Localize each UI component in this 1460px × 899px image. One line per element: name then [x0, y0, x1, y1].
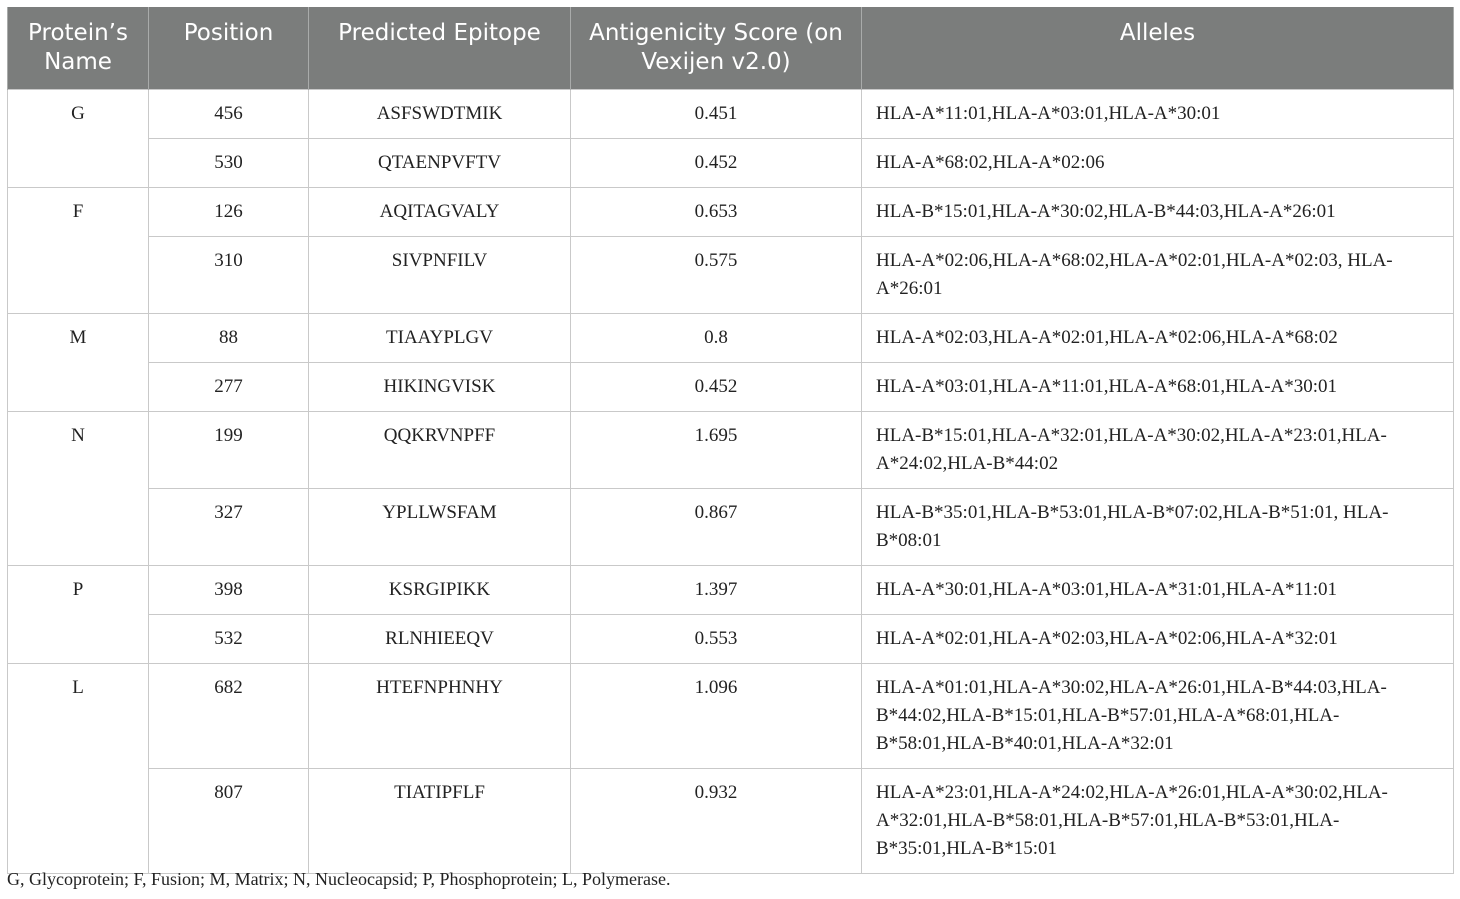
header-antigenicity-score: Antigenicity Score (on Vexijen v2.0) [571, 7, 862, 89]
epitope-cell: TIATIPFLF [309, 768, 571, 873]
table-row [8, 138, 1454, 187]
alleles-cell: HLA-A*23:01,HLA-A*24:02,HLA-A*26:01,HLA-A*30:02,HLA-A*32:01,HLA-B*58:01,HLA-B*57:01,HLA-B*53:01,HLA-B*35:01,HLA-B*15:01 [862, 768, 1454, 873]
protein-name-cell: F [8, 187, 149, 313]
score-cell: 0.452 [571, 362, 862, 411]
score-cell: 1.397 [571, 565, 862, 614]
epitope-cell: ASFSWDTMIK [309, 89, 571, 138]
epitope-cell: KSRGIPIKK [309, 565, 571, 614]
alleles-cell: HLA-B*15:01,HLA-A*32:01,HLA-A*30:02,HLA-A*23:01,HLA-A*24:02,HLA-B*44:02 [862, 411, 1454, 488]
epitope-cell: TIAAYPLGV [309, 313, 571, 362]
position-cell: 532 [149, 614, 309, 663]
epitope-cell: RLNHIEEQV [309, 614, 571, 663]
epitope-cell: QTAENPVFTV [309, 138, 571, 187]
header-position: Position [149, 7, 309, 89]
position-cell: 88 [149, 313, 309, 362]
table-row [8, 411, 1454, 488]
alleles-cell: HLA-B*35:01,HLA-B*53:01,HLA-B*07:02,HLA-B*51:01, HLA-B*08:01 [862, 488, 1454, 565]
score-cell: 0.452 [571, 138, 862, 187]
protein-name-cell: L [8, 663, 149, 873]
epitope-cell: AQITAGVALY [309, 187, 571, 236]
score-cell: 1.695 [571, 411, 862, 488]
table-row [8, 313, 1454, 362]
protein-name-cell: G [8, 89, 149, 187]
position-cell: 327 [149, 488, 309, 565]
score-cell: 0.8 [571, 313, 862, 362]
table-row [8, 565, 1454, 614]
score-cell: 0.451 [571, 89, 862, 138]
position-cell: 682 [149, 663, 309, 768]
score-cell: 1.096 [571, 663, 862, 768]
score-cell: 0.867 [571, 488, 862, 565]
epitope-table [7, 7, 1454, 874]
alleles-cell: HLA-A*68:02,HLA-A*02:06 [862, 138, 1454, 187]
epitope-cell: QQKRVNPFF [309, 411, 571, 488]
position-cell: 199 [149, 411, 309, 488]
position-cell: 310 [149, 236, 309, 313]
alleles-cell: HLA-A*30:01,HLA-A*03:01,HLA-A*31:01,HLA-A*11:01 [862, 565, 1454, 614]
position-cell: 398 [149, 565, 309, 614]
alleles-cell: HLA-A*01:01,HLA-A*30:02,HLA-A*26:01,HLA-B*44:03,HLA-B*44:02,HLA-B*15:01,HLA-B*57:01,HLA-A*68:01,HLA-B*58:01,HLA-B*40:01,HLA-A*32:01 [862, 663, 1454, 768]
table-row [8, 614, 1454, 663]
epitope-cell: HIKINGVISK [309, 362, 571, 411]
table-row [8, 236, 1454, 313]
header-alleles: Alleles [862, 7, 1454, 89]
position-cell: 456 [149, 89, 309, 138]
alleles-cell: HLA-A*02:06,HLA-A*68:02,HLA-A*02:01,HLA-A*02:03, HLA-A*26:01 [862, 236, 1454, 313]
score-cell: 0.653 [571, 187, 862, 236]
protein-name-cell: M [8, 313, 149, 411]
score-cell: 0.932 [571, 768, 862, 873]
position-cell: 530 [149, 138, 309, 187]
table-header [8, 7, 1454, 89]
score-cell: 0.575 [571, 236, 862, 313]
position-cell: 277 [149, 362, 309, 411]
alleles-cell: HLA-B*15:01,HLA-A*30:02,HLA-B*44:03,HLA-A*26:01 [862, 187, 1454, 236]
score-cell: 0.553 [571, 614, 862, 663]
table-row [8, 89, 1454, 138]
protein-name-cell: N [8, 411, 149, 565]
table-footnote: G, Glycoprotein; F, Fusion; M, Matrix; N, Nucleocapsid; P, Phosphoprotein; L, Polymerase. [7, 869, 671, 889]
alleles-cell: HLA-A*03:01,HLA-A*11:01,HLA-A*68:01,HLA-A*30:01 [862, 362, 1454, 411]
alleles-cell: HLA-A*02:03,HLA-A*02:01,HLA-A*02:06,HLA-A*68:02 [862, 313, 1454, 362]
table-row [8, 768, 1454, 873]
position-cell: 126 [149, 187, 309, 236]
table-row [8, 663, 1454, 768]
epitope-cell: SIVPNFILV [309, 236, 571, 313]
table-row [8, 187, 1454, 236]
epitope-cell: YPLLWSFAM [309, 488, 571, 565]
alleles-cell: HLA-A*02:01,HLA-A*02:03,HLA-A*02:06,HLA-A*32:01 [862, 614, 1454, 663]
table-row [8, 488, 1454, 565]
header-protein-name: Protein’s Name [8, 7, 149, 89]
protein-name-cell: P [8, 565, 149, 663]
alleles-cell: HLA-A*11:01,HLA-A*03:01,HLA-A*30:01 [862, 89, 1454, 138]
header-predicted-epitope: Predicted Epitope [309, 7, 571, 89]
position-cell: 807 [149, 768, 309, 873]
table-row [8, 362, 1454, 411]
table-body [8, 89, 1454, 873]
epitope-cell: HTEFNPHNHY [309, 663, 571, 768]
epitope-table-container [7, 7, 1453, 874]
